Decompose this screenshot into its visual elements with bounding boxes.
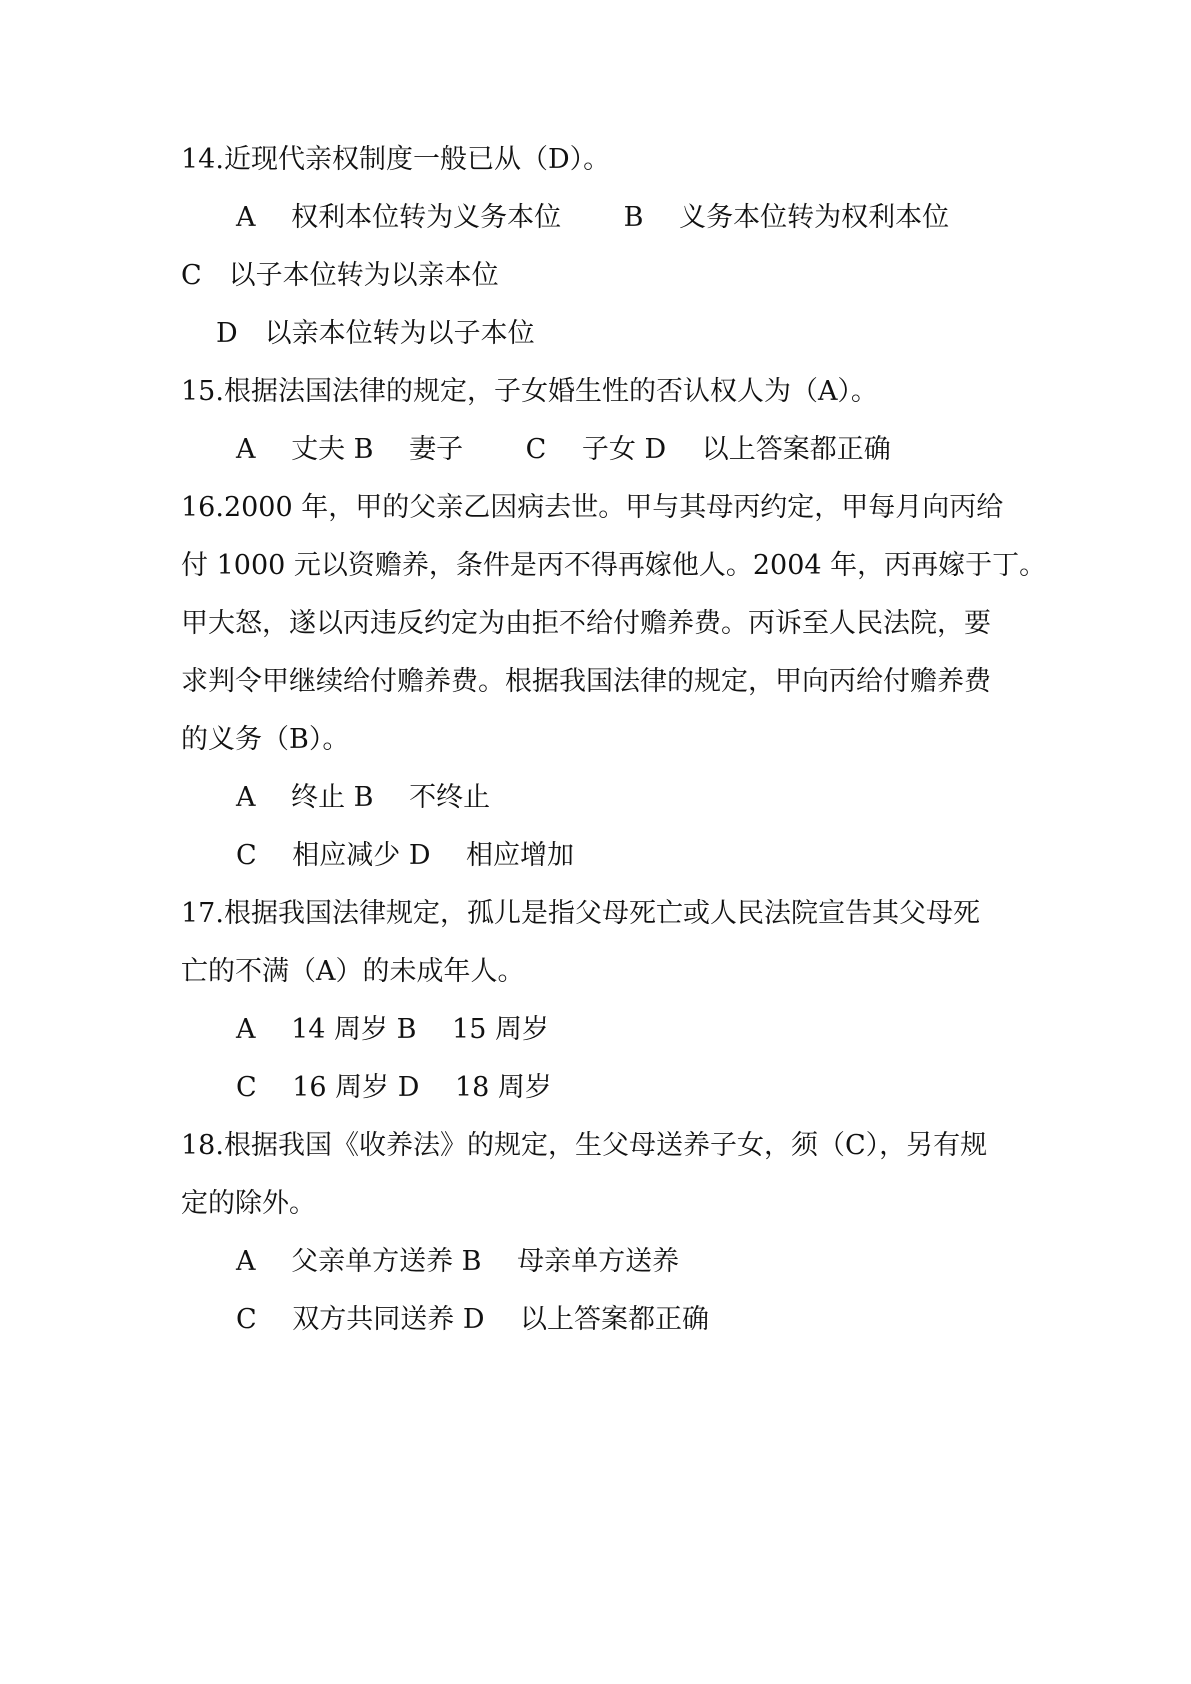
question-18-stem-line-1: 18.根据我国《收养法》的规定，生父母送养子女，须（C），另有规 bbox=[181, 1130, 988, 1161]
question-16-stem-line-3: 甲大怒，遂以丙违反约定为由拒不给付赡养费。丙诉至人民法院，要 bbox=[181, 608, 991, 639]
question-15-options: A 丈夫 B 妻子 C 子女 D 以上答案都正确 bbox=[236, 434, 891, 465]
question-16-options-cd: C 相应减少 D 相应增加 bbox=[236, 840, 575, 871]
question-16-stem-line-5: 的义务（B）。 bbox=[181, 724, 350, 755]
question-16-stem-line-4: 求判令甲继续给付赡养费。根据我国法律的规定，甲向丙给付赡养费 bbox=[181, 666, 991, 697]
question-17-stem-line-1: 17.根据我国法律规定，孤儿是指父母死亡或人民法院宣告其父母死 bbox=[181, 898, 980, 929]
question-16-stem-line-1: 16.2000 年，甲的父亲乙因病去世。甲与其母丙约定，甲每月向丙给 bbox=[181, 492, 1004, 523]
question-14-option-c: C 以子本位转为以亲本位 bbox=[181, 260, 499, 291]
question-16-stem-line-2: 付 1000 元以资赡养，条件是丙不得再嫁他人。2004 年，丙再嫁于丁。 bbox=[181, 550, 1047, 581]
question-16-options-ab: A 终止 B 不终止 bbox=[236, 782, 491, 813]
question-18-options-ab: A 父亲单方送养 B 母亲单方送养 bbox=[236, 1246, 680, 1277]
question-14-option-d: D 以亲本位转为以子本位 bbox=[216, 318, 535, 349]
question-18-options-cd: C 双方共同送养 D 以上答案都正确 bbox=[236, 1304, 710, 1335]
question-14-options-ab: A 权利本位转为义务本位 B 义务本位转为权利本位 bbox=[236, 202, 950, 233]
question-18-stem-line-2: 定的除外。 bbox=[181, 1188, 316, 1219]
question-17-options-cd: C 16 周岁 D 18 周岁 bbox=[236, 1072, 552, 1103]
question-14-stem: 14.近现代亲权制度一般已从（D）。 bbox=[181, 144, 611, 175]
question-17-options-ab: A 14 周岁 B 15 周岁 bbox=[236, 1014, 549, 1045]
question-17-stem-line-2: 亡的不满（A）的未成年人。 bbox=[181, 956, 525, 987]
question-15-stem: 15.根据法国法律的规定，子女婚生性的否认权人为（A）。 bbox=[181, 376, 878, 407]
